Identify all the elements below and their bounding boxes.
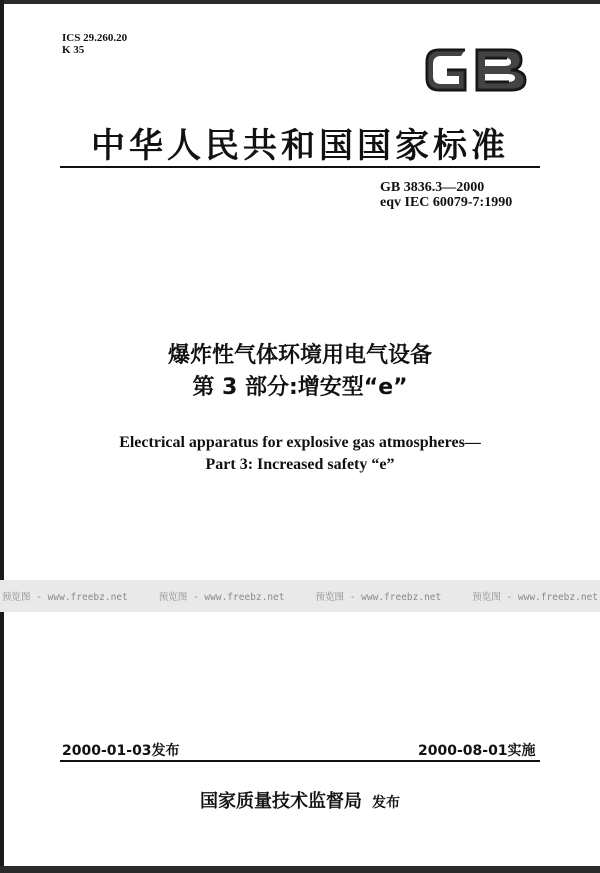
chinese-title-line-2: 第 3 部分:增安型“e” xyxy=(192,375,408,400)
top-border xyxy=(0,0,600,4)
watermark-text: 预览图 - www.freebz.net xyxy=(472,592,598,603)
english-title-line-2: Part 3: Increased safety “e” xyxy=(205,456,395,473)
publisher xyxy=(0,787,600,813)
watermark-text: 预览图 - www.freebz.net xyxy=(158,592,285,603)
title-divider xyxy=(60,166,540,168)
standard-title: 中华人民共和国国家标准 xyxy=(91,126,509,166)
category-code: K 35 xyxy=(62,44,85,56)
iec-equivalence: eqv IEC 60079-7:1990 xyxy=(380,195,513,210)
publisher-label: 发布 xyxy=(372,795,400,811)
effective-date: 2000-08-01实施 xyxy=(418,743,536,759)
bottom-border xyxy=(0,866,600,873)
gb-logo xyxy=(421,40,531,100)
english-title-line-1: Electrical apparatus for explosive gas atmospheres— xyxy=(119,434,481,451)
classification-block xyxy=(62,32,127,56)
issue-date: 2000-01-03发布 xyxy=(62,743,180,759)
publisher-name: 国家质量技术监督局 xyxy=(200,791,362,812)
standard-codes xyxy=(380,180,512,210)
date-divider xyxy=(60,760,540,762)
gb-number: GB 3836.3—2000 xyxy=(380,180,485,195)
chinese-title-line-1: 爆炸性气体环境用电气设备 xyxy=(167,343,432,368)
watermark-band xyxy=(0,580,600,612)
ics-code: ICS 29.260.20 xyxy=(62,32,128,44)
watermark-text: 预览图 - www.freebz.net xyxy=(2,592,128,603)
watermark-text: 预览图 - www.freebz.net xyxy=(315,592,442,603)
